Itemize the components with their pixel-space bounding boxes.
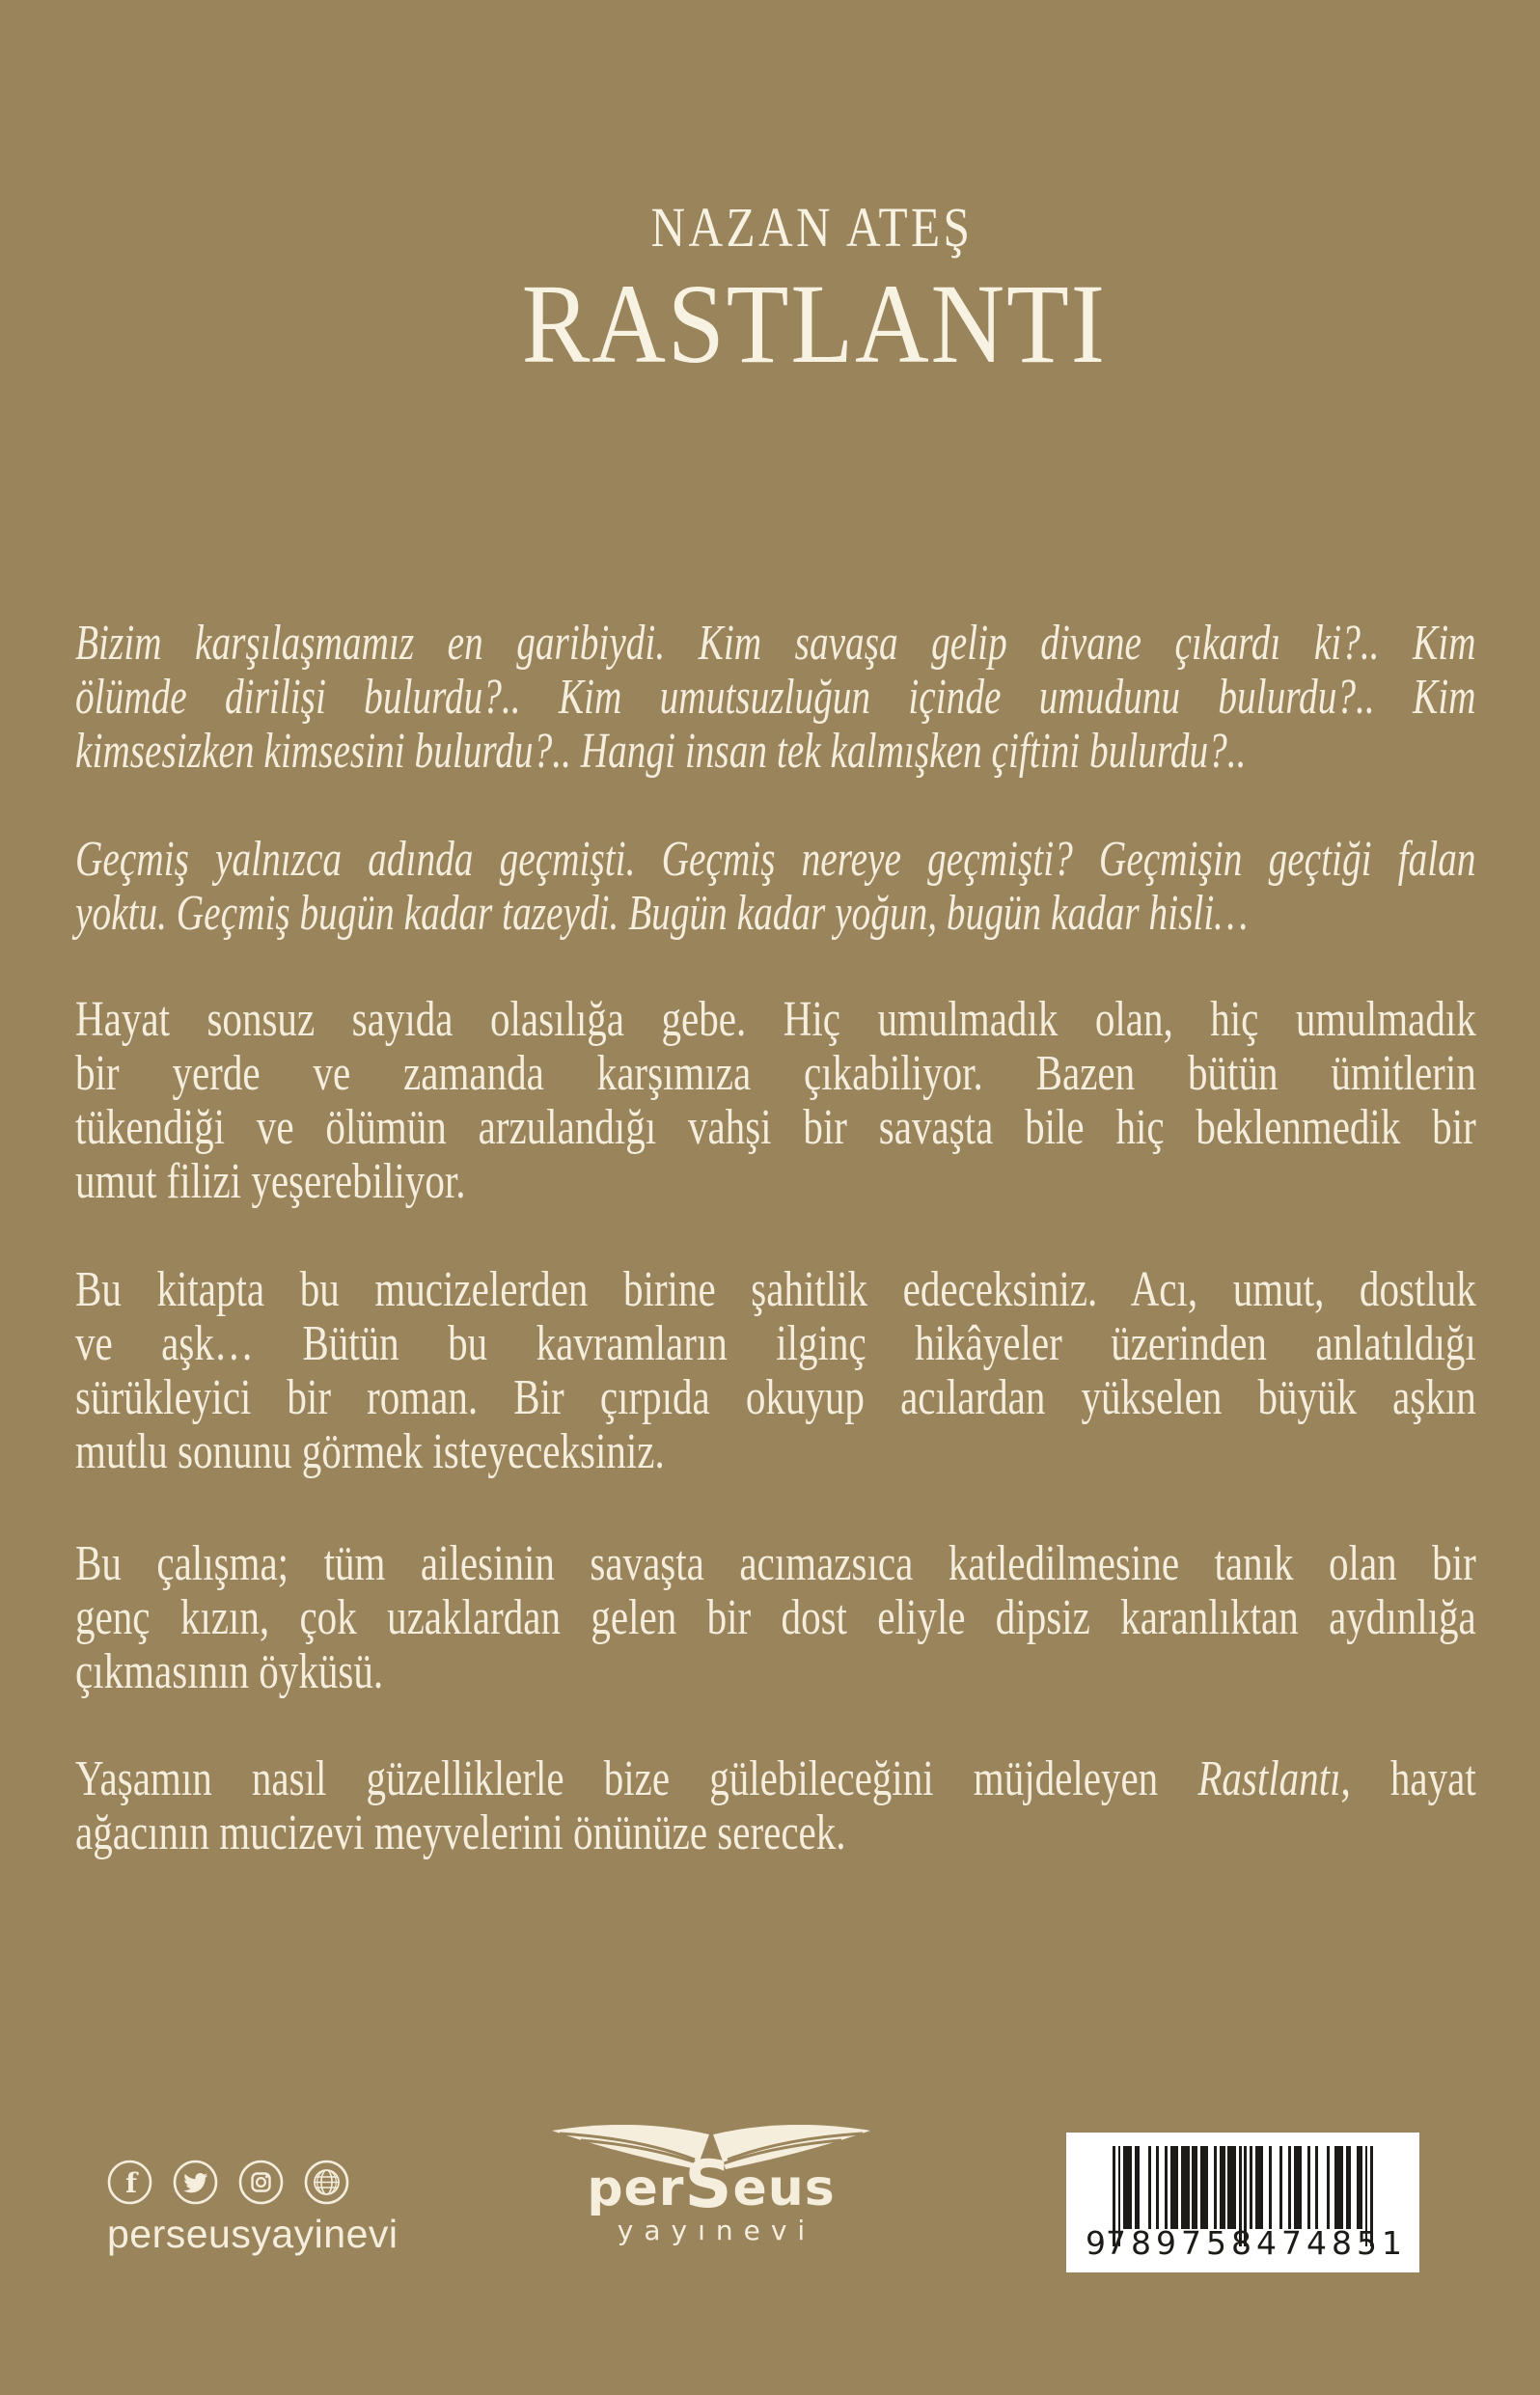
paragraph-line: ölümde dirilişi bulurdu?.. Kim umutsuzluğun içinde umudunu bulurdu?.. Kim — [75, 670, 1476, 725]
paragraph-line: kimsesizken kimsesini bulurdu?.. Hangi insan tek kalmışken çiftini bulurdu?.. — [75, 724, 1247, 779]
paragraph-quote-1 — [75, 617, 1476, 779]
isbn-barcode — [1066, 2133, 1419, 2272]
paragraph-line: tükendiği ve ölümün arzulandığı vahşi bir savaşta bile hiç beklenmedik bir — [75, 1100, 1476, 1155]
paragraph-line: Hayat sonsuz sayıda olasılığa gebe. Hiç umulmadık olan, hiç umulmadık — [75, 992, 1476, 1047]
barcode-digit-group-2: 474851 — [1255, 2224, 1407, 2262]
paragraph-line: çıkmasının öyküsü. — [75, 1644, 384, 1699]
barcode-digit-lead: 9 — [1086, 2224, 1106, 2262]
paragraph-body-2 — [75, 1263, 1476, 1479]
twitter-icon — [173, 2160, 218, 2205]
social-handle: perseusyayinevi — [107, 2212, 399, 2256]
svg-text:f: f — [124, 2167, 138, 2199]
paragraph-body-1 — [75, 993, 1476, 1209]
social-icons-row — [107, 2160, 399, 2205]
paragraph-quote-2 — [75, 833, 1476, 941]
paragraph-line: Bu çalışma; tüm ailesinin savaşta acımazsıca katledilmesine tanık olan bir — [75, 1536, 1476, 1591]
author-name: NAZAN ATEŞ — [650, 196, 973, 259]
paragraph-line: mutlu sonunu görmek isteyeceksiniz. — [75, 1424, 665, 1479]
paragraph-line: Geçmiş yalnızca adında geçmişti. Geçmiş nereye geçmişti? Geçmişin geçtiği falan — [75, 832, 1476, 887]
paragraph-line: sürükleyici bir roman. Bir çırpıda okuyup acılardan yükselen büyük aşkın — [75, 1370, 1476, 1425]
paragraph-closing — [75, 1752, 1476, 1860]
globe-icon — [304, 2160, 349, 2205]
closing-book-title: Rastlantı — [1197, 1751, 1341, 1806]
book-title-row — [0, 262, 1540, 385]
closing-line-1 — [75, 1752, 1476, 1806]
instagram-icon — [238, 2160, 284, 2205]
social-block — [107, 2160, 399, 2254]
paragraph-line: Bizim karşılaşmamız en garibiydi. Kim savaşa gelip divane çıkardı ki?.. Kim — [75, 616, 1476, 671]
closing-suffix: , hayat — [1340, 1751, 1476, 1806]
barcode-digits — [1066, 2224, 1419, 2262]
closing-line-2: ağacının mucizevi meyvelerini önünüze serecek. — [75, 1805, 846, 1860]
book-title: RASTLANTI — [521, 261, 1108, 387]
publisher-logo — [537, 2125, 885, 2244]
paragraph-line: ve aşk… Bütün bu kavramların ilginç hikâyeler üzerinden anlatıldığı — [75, 1316, 1476, 1371]
paragraph-body-3 — [75, 1537, 1476, 1699]
publisher-name-big-s: S — [684, 2147, 733, 2223]
facebook-icon — [107, 2160, 152, 2205]
paragraph-line: genç kızın, çok uzaklardan gelen bir dost eliyle dipsiz karanlıktan aydınlığa — [75, 1590, 1476, 1645]
closing-prefix: Yaşamın nasıl güzelliklerle bize gülebileceğini müjdeleyen — [75, 1751, 1198, 1806]
publisher-name: perSeus — [587, 2147, 836, 2223]
paragraph-line: Bu kitapta bu mucizelerden birine şahitlik edeceksiniz. Acı, umut, dostluk — [75, 1262, 1476, 1317]
paragraph-line: yoktu. Geçmiş bugün kadar tazeydi. Bugün kadar yoğun, bugün kadar hisli… — [75, 886, 1249, 941]
barcode-digit-group-1: 789758 — [1106, 2224, 1256, 2262]
paragraph-line: umut filizi yeşerebiliyor. — [75, 1154, 466, 1209]
publisher-subtitle: yayınevi — [617, 2215, 816, 2246]
author-name-row — [0, 196, 1540, 259]
paragraph-line: bir yerde ve zamanda karşımıza çıkabiliyor. Bazen bütün ümitlerin — [75, 1046, 1476, 1101]
